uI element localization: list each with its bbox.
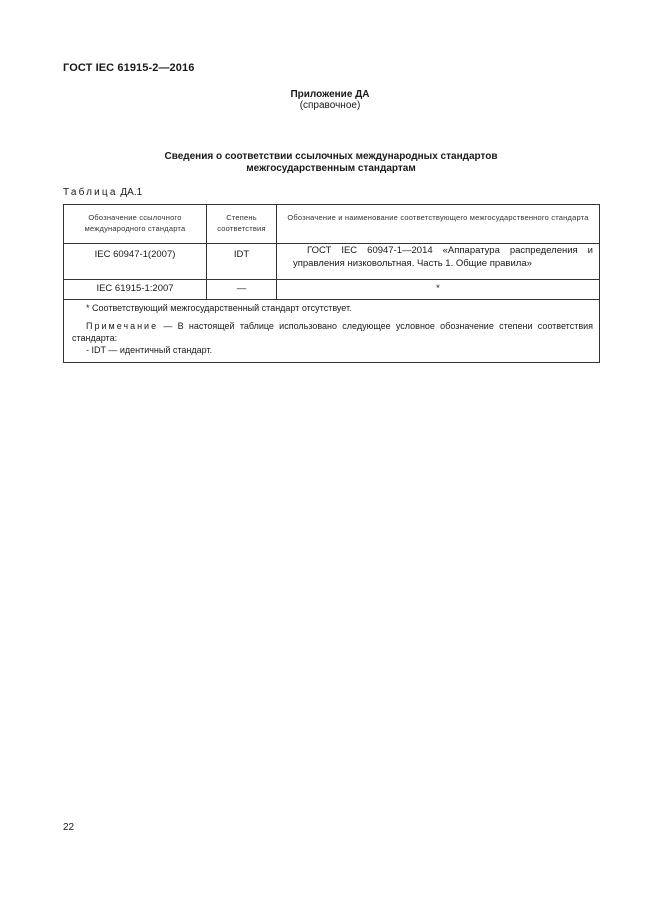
table-caption-number: ДА.1 xyxy=(120,187,143,198)
table-caption-word: Таблица xyxy=(63,187,118,198)
table-footer xyxy=(64,300,600,363)
cell-degree: — xyxy=(207,280,277,300)
section-title-line-1: Сведения о соответствии ссылочных международных стандартов xyxy=(164,151,498,162)
appendix-subtitle: (справочное) xyxy=(299,100,361,111)
document-header: ГОСТ IEC 61915-2—2016 xyxy=(63,62,195,74)
appendix-heading xyxy=(0,89,646,111)
page-number: 22 xyxy=(63,822,75,833)
table-header-row xyxy=(64,205,600,244)
section-title xyxy=(0,151,646,175)
table-row xyxy=(64,280,600,300)
cell-degree: IDT xyxy=(207,244,277,280)
note-label: Примечание xyxy=(86,321,159,331)
table-footer-row xyxy=(64,300,600,363)
note xyxy=(72,320,593,344)
header-degree: Степень соответствия xyxy=(207,205,277,244)
section-title-line-2: межгосударственным стандартам xyxy=(246,163,416,174)
table-row xyxy=(64,244,600,280)
correspondence-table xyxy=(63,204,600,363)
cell-ref-standard: IEC 61915-1:2007 xyxy=(64,280,207,300)
table-caption xyxy=(63,187,142,198)
appendix-title: Приложение ДА xyxy=(290,89,370,100)
header-ref-standard: Обозначение ссылочного международного стандарта xyxy=(64,205,207,244)
note-text: — В настоящей таблице использовано следующее условное обозначение степени соответствия стандарта: xyxy=(72,321,593,343)
note-item: - IDT — идентичный стандарт. xyxy=(86,345,213,355)
cell-ref-standard: IEC 60947-1(2007) xyxy=(64,244,207,280)
footnote: * Соответствующий межгосударственный стандарт отсутствует. xyxy=(86,303,352,313)
cell-national-standard: ГОСТ IEC 60947-1—2014 «Аппаратура распределения и управления низковольтная. Часть 1. Общие правила» xyxy=(277,244,600,280)
header-national-standard: Обозначение и наименование соответствующего межгосударственного стандарта xyxy=(277,205,600,244)
cell-national-standard: * xyxy=(277,280,600,300)
